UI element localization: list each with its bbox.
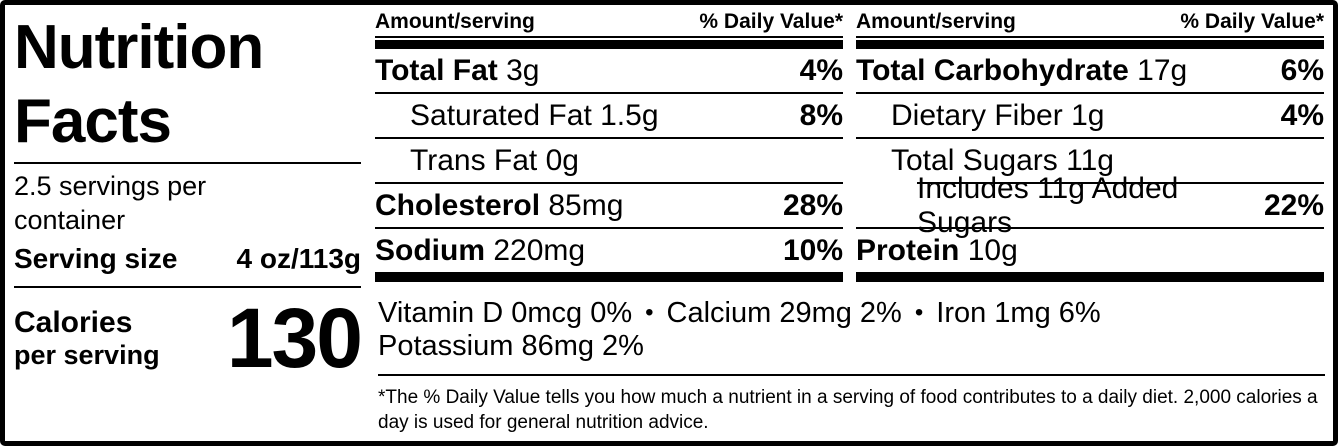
nutrient-name: Cholesterol [375, 188, 541, 222]
nutrient-text [375, 54, 540, 88]
amount-per-serving-header: Amount/serving [856, 10, 1016, 33]
nutrient-amount: 1g [1071, 98, 1105, 132]
thick-divider [375, 272, 843, 282]
nutrient-text [375, 189, 623, 223]
daily-value: 22% [1263, 188, 1324, 222]
daily-value-header: % Daily Value* [1180, 10, 1324, 33]
nutrient-name: Trans Fat [410, 143, 538, 177]
daily-value: 28% [782, 188, 843, 222]
row-sodium [375, 229, 843, 272]
column-header [375, 5, 843, 38]
nutrient-text [917, 172, 1264, 240]
nutrient-text [856, 54, 1187, 88]
daily-value: 4% [799, 53, 843, 87]
label-title-line1: Nutrition [14, 13, 264, 82]
calories-value: 130 [226, 291, 361, 385]
daily-value: 8% [799, 98, 843, 132]
nutrient-amount: 10g [967, 233, 1018, 267]
nutrient-amount: 85mg [548, 188, 624, 222]
nutrient-name: Total Carbohydrate [856, 53, 1129, 87]
nutrient-text [856, 234, 1018, 268]
potassium: Potassium 86mg 2% [378, 330, 644, 362]
iron: Iron 1mg 6% [936, 297, 1101, 329]
left-panel [14, 5, 361, 441]
nutrient-amount: 11g [1066, 143, 1114, 177]
nutrient-text [891, 99, 1104, 133]
thick-divider [375, 40, 843, 49]
title-divider [14, 162, 361, 164]
daily-value: 6% [1280, 53, 1324, 87]
calories-row [14, 291, 361, 385]
daily-value-footnote: *The % Daily Value tells you how much a nutrient in a serving of food contributes to a daily diet. 2,000 calories a day is used for general nutrition advice. [378, 374, 1325, 435]
servings-per-container: 2.5 servings per container [14, 171, 207, 235]
row-total-carbohydrate [856, 49, 1324, 92]
nutrient-name: Includes 11g Added Sugars [917, 171, 1179, 239]
nutrient-name: Dietary Fiber [891, 98, 1063, 132]
thick-divider [856, 272, 1324, 282]
row-saturated-fat [375, 94, 843, 137]
row-trans-fat [375, 139, 843, 182]
calcium: Calcium 29mg 2% [666, 297, 902, 329]
row-added-sugars [856, 171, 1324, 239]
nutrient-name: Total Sugars [891, 143, 1058, 177]
label-title [14, 11, 361, 159]
vitamin-d: Vitamin D 0mcg 0% [378, 297, 633, 329]
row-cholesterol [375, 184, 843, 227]
nutrient-name: Sodium [375, 233, 485, 267]
vitamins-line-1 [378, 296, 1325, 330]
nutrient-column-fats [375, 5, 843, 282]
serving-size-label: Serving size [14, 243, 178, 274]
nutrient-text [375, 234, 585, 268]
serving-size-divider [14, 286, 361, 288]
bottom-section [378, 296, 1325, 435]
daily-value-header: % Daily Value* [699, 10, 843, 33]
serving-size-value: 4 oz/113g [236, 243, 361, 274]
nutrient-amount: 0g [545, 143, 579, 177]
bullet-separator: • [914, 299, 924, 326]
nutrient-amount: 3g [506, 53, 540, 87]
row-dietary-fiber [856, 94, 1324, 137]
nutrient-name: Total Fat [375, 53, 498, 87]
daily-value: 10% [782, 233, 843, 267]
thick-divider [856, 40, 1324, 49]
nutrient-amount: 220mg [493, 233, 586, 267]
nutrient-text [410, 144, 579, 178]
vitamins-minerals [378, 296, 1325, 374]
nutrient-column-carbs [856, 5, 1324, 282]
nutrient-amount: 1.5g [600, 98, 659, 132]
vitamins-line-2 [378, 330, 1325, 363]
nutrient-text [410, 99, 659, 133]
calories-label-block [14, 306, 160, 371]
column-header [856, 5, 1324, 38]
row-total-fat [375, 49, 843, 92]
nutrient-name: Saturated Fat [410, 98, 592, 132]
bullet-separator: • [645, 299, 654, 326]
calories-label: Calories [14, 305, 133, 339]
nutrient-amount: 17g [1137, 53, 1188, 87]
label-title-line2: Facts [14, 87, 171, 156]
amount-per-serving-header: Amount/serving [375, 10, 535, 33]
serving-size-row [14, 243, 361, 275]
calories-sublabel: per serving [14, 339, 160, 370]
nutrient-name: Protein [856, 233, 960, 267]
daily-value: 4% [1280, 98, 1324, 132]
